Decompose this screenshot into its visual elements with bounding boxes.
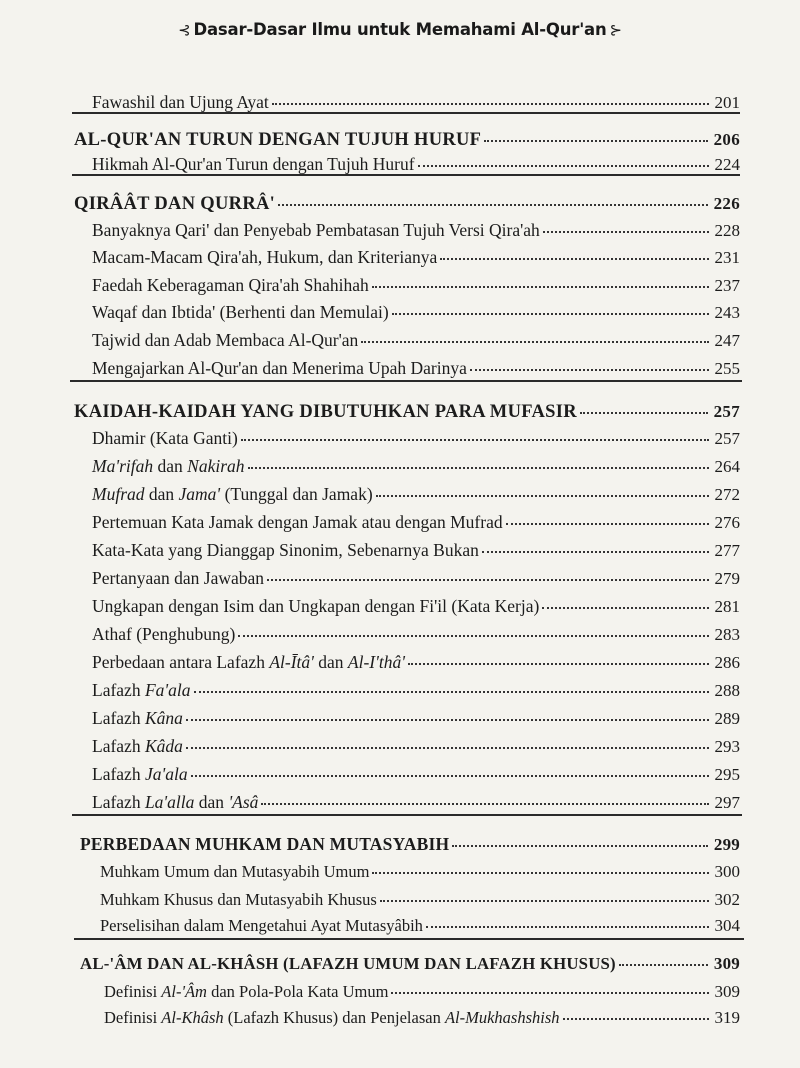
toc-entry-title: Pertanyaan dan Jawaban — [92, 567, 265, 588]
italic-term: Al-Mukhashshish — [444, 1007, 560, 1027]
toc-section-title: PERBEDAAN MUHKAM DAN MUTASYABIH — [80, 833, 450, 854]
toc-entry-title: Banyaknya Qari' dan Penyebab Pembatasan Tujuh Versi Qira'ah — [92, 219, 540, 240]
dot-leader — [191, 757, 709, 777]
toc-section-title: KAIDAH-KAIDAH YANG DIBUTUHKAN PARA MUFASIR — [74, 401, 577, 422]
italic-term: Jama' — [178, 483, 221, 504]
toc-entry-page: 257 — [714, 428, 740, 448]
toc-entry-title: Definisi Al-Khâsh (Lafazh Khusus) dan Penjelasan Al-Mukhashshish — [104, 1007, 560, 1027]
italic-term: Kâna — [144, 707, 183, 728]
dot-leader — [392, 295, 709, 315]
toc-entry-page: 228 — [714, 220, 740, 240]
toc-entry-title: Macam-Macam Qira'ah, Hukum, dan Kriterianya — [92, 246, 438, 267]
toc-entry-page: 309 — [714, 981, 740, 1001]
toc-entry-title: Lafazh Kâda — [92, 735, 183, 756]
ornament-right-icon: ⊱ — [609, 21, 622, 39]
toc-entry-page: 289 — [714, 708, 740, 728]
dot-leader — [380, 883, 709, 902]
toc-entry-page: 299 — [713, 834, 740, 854]
toc-section-title: AL-'ÂM DAN AL-KHÂSH (LAFAZH UMUM DAN LAFAZH KHUSUS) — [80, 953, 616, 973]
toc-entry[interactable] — [92, 88, 740, 113]
italic-term: Al-'Âm — [161, 981, 207, 1001]
toc-entry-page: 264 — [714, 456, 740, 476]
toc-entry[interactable] — [92, 508, 740, 533]
dot-leader — [272, 85, 709, 105]
toc-entry-page: 201 — [714, 92, 740, 112]
toc-entry-title: Lafazh Ja'ala — [92, 763, 188, 784]
dot-leader — [278, 185, 708, 206]
toc-entry-title: Perbedaan antara Lafazh Al-Ītâ' dan Al-I'thâ' — [92, 651, 405, 672]
dot-leader — [238, 617, 708, 637]
toc-entry-title: Dhamir (Kata Ganti) — [92, 427, 238, 448]
toc-entry-page: 295 — [714, 764, 740, 784]
toc-entry-page: 226 — [713, 193, 740, 213]
toc-entry[interactable] — [92, 298, 740, 323]
toc-entry-title: Muhkam Umum dan Mutasyabih Umum — [100, 861, 370, 881]
toc-entry-page: 277 — [714, 540, 740, 560]
italic-term: Ja'ala — [144, 763, 188, 784]
dot-leader — [261, 785, 708, 805]
toc-entry[interactable] — [92, 788, 740, 813]
toc-entry-title: Tajwid dan Adab Membaca Al-Qur'an — [92, 329, 359, 350]
toc-entry-page: 272 — [714, 484, 740, 504]
toc-entry-title: Definisi Al-'Âm dan Pola-Pola Kata Umum — [104, 981, 389, 1001]
dot-leader — [484, 121, 707, 142]
toc-entry-page: 309 — [713, 953, 740, 973]
toc-entry[interactable] — [92, 326, 740, 351]
toc-entry[interactable] — [104, 978, 740, 1002]
ornament-left-icon: ⊰ — [178, 21, 191, 39]
toc-entry-page: 281 — [714, 596, 740, 616]
toc-entry[interactable] — [92, 536, 740, 561]
toc-entry-page: 319 — [714, 1007, 740, 1027]
toc-section[interactable] — [74, 188, 740, 215]
dot-leader — [543, 213, 709, 233]
dot-leader — [563, 1001, 709, 1020]
toc-entry-page: 224 — [714, 154, 740, 174]
dot-leader — [619, 947, 708, 966]
dot-leader — [408, 645, 709, 665]
toc-entry-title: Perselisihan dalam Mengetahui Ayat Mutasyâbih — [100, 915, 423, 935]
toc-entry-title: Faedah Keberagaman Qira'ah Shahihah — [92, 274, 369, 295]
dot-leader — [186, 701, 709, 721]
toc-entry-page: 279 — [714, 568, 740, 588]
toc-entry-page: 302 — [714, 889, 740, 909]
dot-leader — [194, 673, 709, 693]
toc-section[interactable] — [80, 950, 740, 974]
toc-entry-page: 286 — [714, 652, 740, 672]
toc-entry-title: Kata-Kata yang Dianggap Sinonim, Sebenarnya Bukan — [92, 539, 479, 560]
section-divider — [74, 938, 744, 940]
toc-entry-page: 231 — [714, 247, 740, 267]
toc-section-title: QIRÂÂT DAN QURRÂ' — [74, 193, 276, 214]
dot-leader — [580, 393, 708, 414]
dot-leader — [440, 240, 708, 260]
toc-entry-title: Lafazh La'alla dan 'Asâ — [92, 791, 259, 812]
toc-entry-title: Ungkapan dengan Isim dan Ungkapan dengan Fi'il (Kata Kerja) — [92, 595, 540, 616]
toc-entry[interactable] — [100, 912, 740, 936]
toc-entry[interactable] — [100, 886, 740, 910]
dot-leader — [267, 561, 708, 581]
toc-entry-page: 288 — [714, 680, 740, 700]
toc-entry[interactable] — [92, 150, 740, 175]
section-divider — [72, 814, 742, 816]
toc-entry-page: 283 — [714, 624, 740, 644]
italic-term: Kâda — [144, 735, 183, 756]
toc-section-title: AL-QUR'AN TURUN DENGAN TUJUH HURUF — [74, 129, 482, 150]
toc-section[interactable] — [74, 396, 740, 423]
toc-entry-page: 297 — [714, 792, 740, 812]
toc-entry-page: 247 — [714, 330, 740, 350]
dot-leader — [452, 827, 708, 847]
italic-term: Al-Ītâ' — [269, 651, 314, 672]
italic-term: Fa'ala — [144, 679, 191, 700]
toc-entry-page: 293 — [714, 736, 740, 756]
dot-leader — [241, 421, 709, 441]
toc-entry[interactable] — [92, 354, 740, 379]
toc-entry[interactable] — [92, 592, 740, 617]
dot-leader — [186, 729, 709, 749]
toc-entry[interactable] — [92, 243, 740, 268]
dot-leader — [426, 909, 709, 928]
toc-entry[interactable] — [92, 564, 740, 589]
section-divider — [70, 380, 742, 382]
italic-term: La'alla — [144, 791, 195, 812]
toc-entry[interactable] — [100, 858, 740, 882]
toc-entry[interactable] — [92, 271, 740, 296]
italic-term: Ma'rifah — [92, 455, 154, 476]
dot-leader — [542, 589, 708, 609]
italic-term: Mufrad — [92, 483, 145, 504]
dot-leader — [372, 268, 709, 288]
toc-entry-title: Hikmah Al-Qur'an Turun dengan Tujuh Huruf — [92, 153, 415, 174]
dot-leader — [506, 505, 709, 525]
toc-entry-title: Mengajarkan Al-Qur'an dan Menerima Upah Darinya — [92, 357, 467, 378]
toc-entry[interactable] — [92, 704, 740, 729]
book-title: Dasar-Dasar Ilmu untuk Memahami Al-Qur'an — [193, 20, 607, 39]
toc-entry-page: 243 — [714, 302, 740, 322]
toc-entry-page: 300 — [714, 861, 740, 881]
toc-entry-title: Ma'rifah dan Nakirah — [92, 455, 245, 476]
toc-section[interactable] — [80, 830, 740, 855]
toc-entry-title: Fawashil dan Ujung Ayat — [92, 91, 269, 112]
toc-entry-page: 257 — [713, 401, 740, 421]
dot-leader — [248, 449, 709, 469]
toc-entry[interactable] — [92, 732, 740, 757]
toc-entry-title: Mufrad dan Jama' (Tunggal dan Jamak) — [92, 483, 373, 504]
toc-entry-page: 206 — [713, 129, 740, 149]
italic-term: Nakirah — [187, 455, 245, 476]
running-header — [0, 20, 800, 39]
toc-entry-page: 276 — [714, 512, 740, 532]
italic-term: 'Asâ — [228, 791, 259, 812]
italic-term: Al-I'thâ' — [347, 651, 405, 672]
toc-entry-page: 255 — [714, 358, 740, 378]
toc-entry[interactable] — [92, 216, 740, 241]
dot-leader — [482, 533, 709, 553]
dot-leader — [418, 147, 709, 167]
toc-entry[interactable] — [92, 760, 740, 785]
toc-entry-title: Muhkam Khusus dan Mutasyabih Khusus — [100, 889, 377, 909]
toc-entry[interactable] — [92, 424, 740, 449]
toc-entry[interactable] — [104, 1004, 740, 1028]
toc-entry-title: Waqaf dan Ibtida' (Berhenti dan Memulai) — [92, 301, 389, 322]
toc-entry-title: Lafazh Kâna — [92, 707, 183, 728]
section-divider — [72, 112, 740, 114]
toc-entry-title: Pertemuan Kata Jamak dengan Jamak atau dengan Mufrad — [92, 511, 503, 532]
italic-term: Al-Khâsh — [161, 1007, 224, 1027]
toc-entry-page: 304 — [714, 915, 740, 935]
dot-leader — [372, 855, 708, 874]
dot-leader — [391, 975, 708, 994]
toc-entry[interactable] — [92, 480, 740, 505]
toc-entry[interactable] — [92, 648, 740, 673]
dot-leader — [361, 323, 708, 343]
toc-entry[interactable] — [92, 452, 740, 477]
dot-leader — [376, 477, 709, 497]
toc-entry[interactable] — [92, 676, 740, 701]
toc-entry-title: Lafazh Fa'ala — [92, 679, 191, 700]
toc-entry[interactable] — [92, 620, 740, 645]
toc-entry-page: 237 — [714, 275, 740, 295]
dot-leader — [470, 351, 709, 371]
toc-entry-title: Athaf (Penghubung) — [92, 623, 236, 644]
section-divider — [72, 174, 740, 176]
